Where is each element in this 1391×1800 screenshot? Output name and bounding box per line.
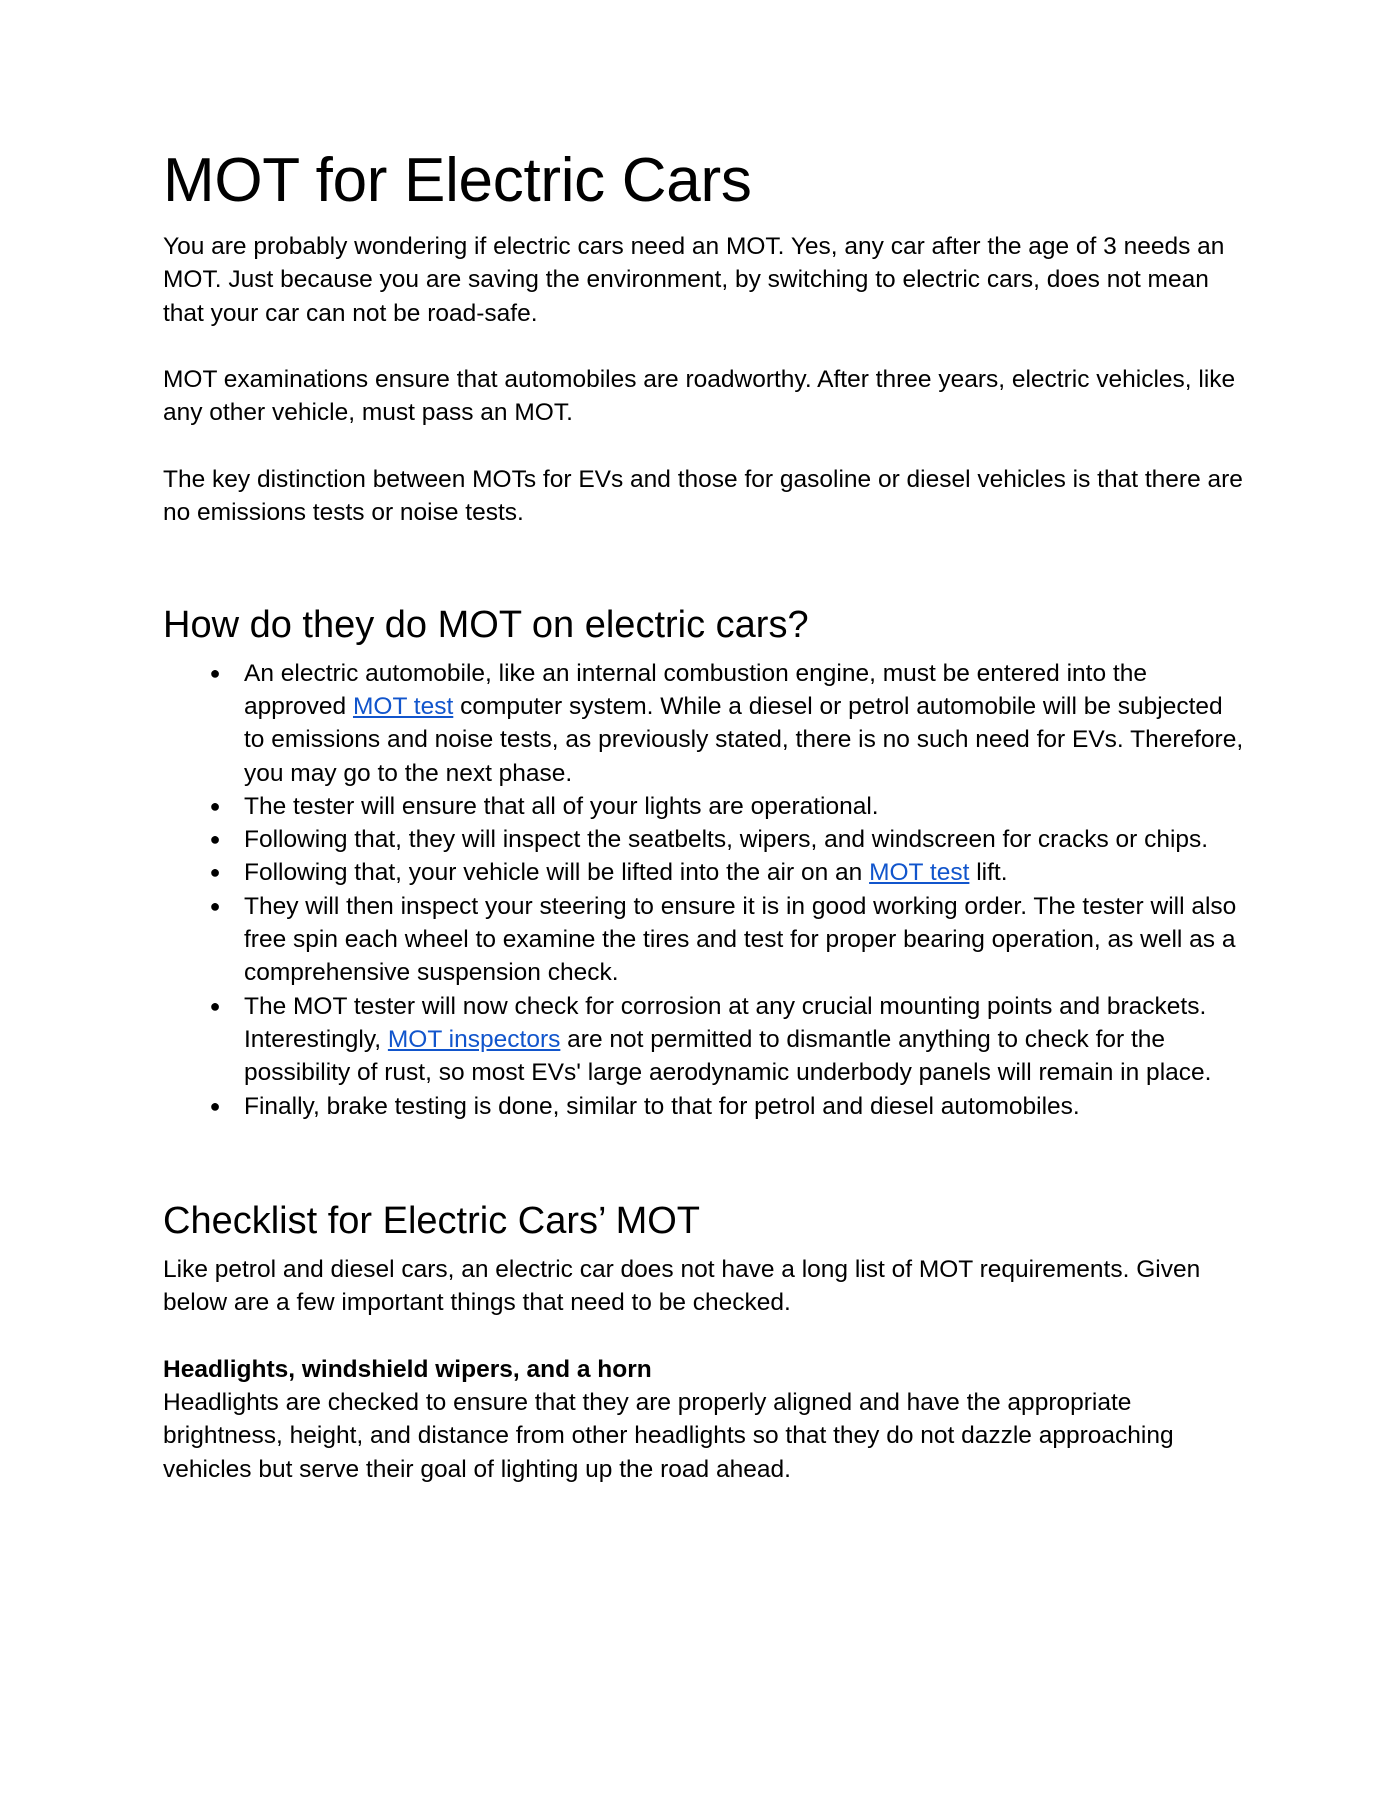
list-item: ● They will then inspect your steering to ensure it is in good working order. The tester will also free spin each wheel to examine the tires and test for proper bearing operation, as well as a comprehensive suspension check. [163, 890, 1248, 990]
list-item: ● Following that, they will inspect the seatbelts, wipers, and windscreen for cracks or chips. [163, 823, 1248, 856]
bullet-icon: ● [209, 829, 221, 850]
bullet-icon: ● [209, 795, 221, 816]
mot-test-link[interactable]: MOT test [869, 859, 970, 887]
headlights-paragraph: Headlights are checked to ensure that they are properly aligned and have the appropriate brightness, height, and distance from other headlights so that they do not dazzle approaching vehicles but serve their goal of lighting up the road ahead. [163, 1389, 1174, 1483]
document-content [163, 140, 1248, 1486]
section-heading-how: How do they do MOT on electric cars? [163, 603, 809, 646]
bullet-icon: ● [209, 995, 221, 1016]
bullet-icon: ● [209, 895, 221, 916]
mot-steps-list [163, 657, 1248, 1123]
mot-inspectors-link[interactable]: MOT inspectors [387, 1025, 561, 1053]
intro-paragraph: You are probably wondering if electric cars need an MOT. Yes, any car after the age of 3 needs an MOT. Just because you are saving the environment, by switching to electric cars, does not mean that your car can not be road-safe. [163, 233, 1225, 327]
list-item: ● Following that, your vehicle will be lifted into the air on an MOT test lift. [163, 856, 1248, 889]
intro-paragraph: MOT examinations ensure that automobiles are roadworthy. After three years, electric vehicles, like any other vehicle, must pass an MOT. [163, 366, 1236, 427]
list-item: ● The tester will ensure that all of your lights are operational. [163, 790, 1248, 823]
intro-paragraph: The key distinction between MOTs for EVs and those for gasoline or diesel vehicles is that there are no emissions tests or noise tests. [163, 466, 1243, 527]
list-item: ● Finally, brake testing is done, similar to that for petrol and diesel automobiles. [163, 1090, 1248, 1123]
page-title: MOT for Electric Cars [163, 146, 752, 215]
bullet-icon: ● [209, 662, 221, 683]
list-item: ● An electric automobile, like an internal combustion engine, must be entered into the approved MOT test computer system. While a diesel or petrol automobile will be subjected to emissions and noise tests, as previously stated, there is no such need for EVs. Therefore, you may go to the next phase. [163, 657, 1248, 790]
sub-heading-headlights: Headlights, windshield wipers, and a horn [163, 1355, 652, 1383]
checklist-intro: Like petrol and diesel cars, an electric car does not have a long list of MOT requirements. Given below are a few important things that need to be checked. [163, 1255, 1201, 1317]
mot-test-link[interactable]: MOT test [352, 692, 454, 720]
bullet-icon: ● [209, 1095, 221, 1116]
list-item: ● The MOT tester will now check for corrosion at any crucial mounting points and brackets. Interestingly, MOT inspectors are not permitted to dismantle anything to check for the possibility of rust, so most EVs' large aerodynamic underbody panels will remain in place. [163, 990, 1248, 1090]
bullet-icon: ● [209, 862, 221, 883]
section-heading-checklist: Checklist for Electric Cars’ MOT [163, 1199, 700, 1242]
